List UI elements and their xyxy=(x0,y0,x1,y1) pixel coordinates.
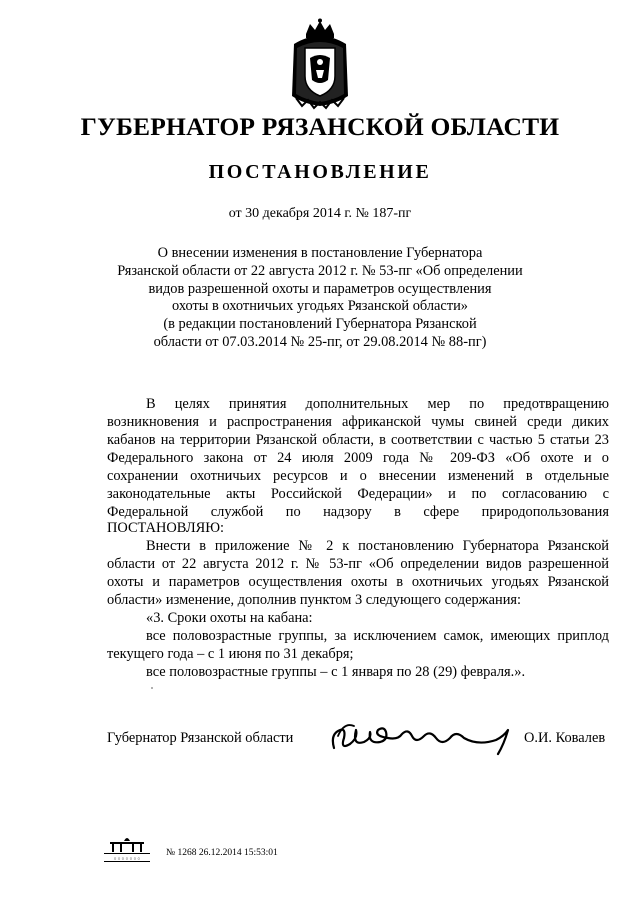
subject-line: видов разрешенной охоты и параметров осуществления xyxy=(148,280,492,297)
body-line: В целях принятия дополнительных мер по предотвращению xyxy=(146,396,609,412)
body-line: Федеральной службой по надзору в сфере природопользования xyxy=(107,504,609,520)
document-type: ПОСТАНОВЛЕНИЕ xyxy=(208,161,432,183)
body-line: возникновения и распространения африканской чумы свиней среди диких xyxy=(107,414,609,430)
signatory-title: Губернатор Рязанской области xyxy=(107,730,294,746)
svg-text:○ ○ ○ ○ ○ ○ ○: ○ ○ ○ ○ ○ ○ ○ xyxy=(113,856,141,861)
registration-stamp-icon xyxy=(98,835,156,865)
resolve-word: ПОСТАНОВЛЯЮ: xyxy=(107,520,225,536)
item-line: текущего года – с 1 июня по 31 декабря; xyxy=(107,646,354,662)
authority-title: ГУБЕРНАТОР РЯЗАНСКОЙ ОБЛАСТИ xyxy=(80,112,560,141)
body-line: законодательные акты Российской Федерации» и по согласованию с xyxy=(107,486,609,502)
subject-line: (в редакции постановлений Губернатора Рязанской xyxy=(163,316,477,333)
body-line: Федерального закона от 24 июля 2009 года № 209-ФЗ «Об охоте и о xyxy=(107,450,609,466)
subject-line: О внесении изменения в постановление Губернатора xyxy=(157,245,483,261)
scan-speck xyxy=(151,687,153,689)
signatory-name: О.И. Ковалев xyxy=(524,730,606,746)
body-line: области» изменение, дополнив пунктом 3 следующего содержания: xyxy=(107,592,522,608)
body-line: Внести в приложение № 2 к постановлению Губернатора Рязанской xyxy=(146,538,609,554)
body-line: сохранении охотничьих ресурсов и о внесении изменений в отдельные xyxy=(107,468,609,484)
subject-line: области от 07.03.2014 № 25-пг, от 29.08.2014 № 88-пг) xyxy=(153,333,487,350)
body-line: кабанов на территории Рязанской области, в соответствии с частью 5 статьи 23 xyxy=(107,432,609,448)
coat-of-arms-icon xyxy=(288,18,352,110)
body-line: охоты и параметров осуществления охоты в охотничьих угодьях Рязанской xyxy=(107,574,609,590)
item-title: «3. Сроки охоты на кабана: xyxy=(146,610,313,626)
handwritten-signature xyxy=(328,716,518,758)
item-line: все половозрастные группы, за исключением самок, имеющих приплод xyxy=(146,628,609,644)
subject-line: охоты в охотничьих угодьях Рязанской области» xyxy=(171,298,469,315)
body-line: области от 22 августа 2012 г. № 53-пг «Об определении видов разрешенной xyxy=(107,556,609,572)
subject-line: Рязанской области от 22 августа 2012 г. № 53-пг «Об определении xyxy=(117,262,523,279)
document-date-number: от 30 декабря 2014 г. № 187-пг xyxy=(228,206,412,221)
registration-text: № 1268 26.12.2014 15:53:01 xyxy=(166,848,278,858)
document-subject xyxy=(0,245,640,352)
item-line: все половозрастные группы – с 1 января по 28 (29) февраля.». xyxy=(146,664,526,680)
